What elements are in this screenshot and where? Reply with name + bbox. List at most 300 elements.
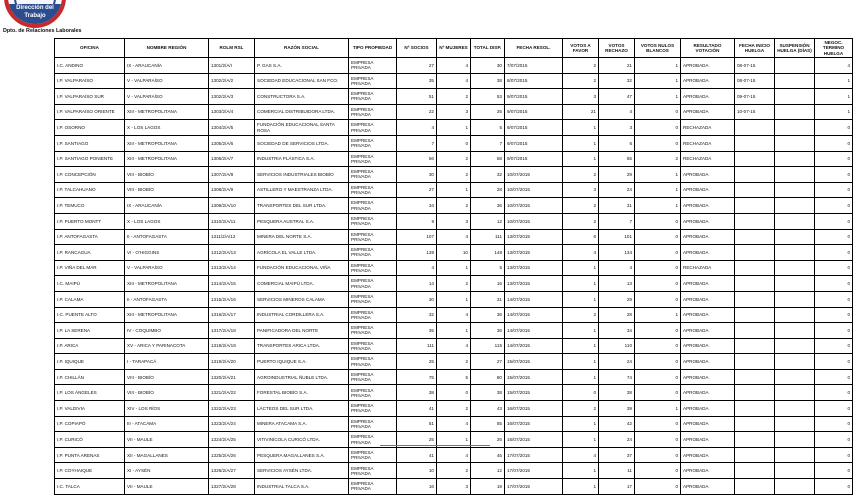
table-cell: 2 — [635, 151, 681, 167]
table-cell: 1310/2/A/11 — [209, 213, 255, 229]
table-cell: 74 — [599, 369, 635, 385]
table-row — [55, 463, 853, 479]
table-cell: 1309/2/A/10 — [209, 198, 255, 214]
table-cell: EMPRESA PRIVADA — [349, 245, 397, 261]
table-cell: 16/07/2015 — [505, 432, 563, 448]
table-cell: 15/07/2015 — [505, 369, 563, 385]
table-cell: 1318/2/A/19 — [209, 338, 255, 354]
table-cell: FORESTAL BIOBÍO S.A. — [255, 385, 349, 401]
table-cell: RECHAZADA — [681, 135, 735, 151]
table-cell: 10-07-15 — [735, 104, 775, 120]
table-cell: 0 — [815, 213, 853, 229]
table-cell: 9/07/2015 — [505, 89, 563, 105]
table-cell: APROBADA — [681, 229, 735, 245]
table-cell: II - ANTOFAGASTA — [125, 229, 209, 245]
table-cell: SOCIEDAD EDUCACIONAL SAN FCO. — [255, 73, 349, 89]
table-cell — [775, 479, 815, 495]
table-cell — [775, 89, 815, 105]
table-cell: IV - COQUIMBO — [125, 323, 209, 339]
table-cell — [775, 260, 815, 276]
table-cell: CONSTRUCTORA S.A. — [255, 89, 349, 105]
column-header: NEGOC. TERMINO HUELGA — [815, 39, 853, 58]
table-cell: 0 — [815, 167, 853, 183]
table-cell — [775, 291, 815, 307]
table-cell: 0 — [635, 245, 681, 261]
table-cell — [775, 432, 815, 448]
table-cell: IX - ARAUCANÍA — [125, 198, 209, 214]
table-cell: I.P. CHILLÁN — [55, 369, 125, 385]
table-cell: EMPRESA PRIVADA — [349, 260, 397, 276]
table-cell: 51 — [397, 416, 437, 432]
table-cell: 1307/2/A/8 — [209, 167, 255, 183]
table-cell: I.P. SANTIAGO — [55, 135, 125, 151]
table-cell: I.P. VIÑA DEL MAR — [55, 260, 125, 276]
table-cell: 1 — [563, 291, 599, 307]
table-cell: 4 — [563, 447, 599, 463]
column-header: OFICINA — [55, 39, 125, 58]
table-cell: 0 — [635, 135, 681, 151]
table-cell: I.C. ANDINO — [55, 58, 125, 74]
table-cell: 1 — [563, 338, 599, 354]
table-cell: 45 — [471, 447, 505, 463]
table-cell: 13/07/2015 — [505, 276, 563, 292]
table-cell: 34 — [599, 323, 635, 339]
table-cell — [775, 416, 815, 432]
table-cell: 14/07/2015 — [505, 291, 563, 307]
table-cell: 13/07/2015 — [505, 229, 563, 245]
table-cell: RECHAZADA — [681, 260, 735, 276]
table-cell: I.P. CALAMA — [55, 291, 125, 307]
table-cell: 0 — [635, 338, 681, 354]
table-cell: 1 — [437, 182, 471, 198]
table-cell: INDUSTRIA PLÁSTICA S.A. — [255, 151, 349, 167]
table-cell: I.P. SANTIAGO PONIENTE — [55, 151, 125, 167]
table-cell: 2 — [563, 213, 599, 229]
table-cell: 2 — [563, 401, 599, 417]
table-cell: 0 — [815, 416, 853, 432]
table-cell: 1 — [635, 58, 681, 74]
table-cell — [735, 260, 775, 276]
table-cell: 42 — [599, 416, 635, 432]
table-cell: EMPRESA PRIVADA — [349, 447, 397, 463]
table-row — [55, 198, 853, 214]
table-cell: I.P. TEMUCO — [55, 198, 125, 214]
table-cell: APROBADA — [681, 369, 735, 385]
table-cell: RECHAZADA — [681, 120, 735, 136]
table-cell: 39 — [599, 401, 635, 417]
table-cell: 0 — [635, 260, 681, 276]
table-cell: 0 — [635, 416, 681, 432]
table-cell: 0 — [437, 135, 471, 151]
table-cell: EMPRESA PRIVADA — [349, 463, 397, 479]
table-cell: 9/07/2015 — [505, 120, 563, 136]
table-row — [55, 229, 853, 245]
table-cell: 53 — [471, 89, 505, 105]
table-cell: EMPRESA PRIVADA — [349, 213, 397, 229]
table-cell: 1324/2/A/25 — [209, 432, 255, 448]
table-cell: 30 — [471, 58, 505, 74]
table-cell: 6 — [563, 229, 599, 245]
table-cell — [775, 198, 815, 214]
column-header: RAZÓN SOCIAL — [255, 39, 349, 58]
table-cell: 4 — [437, 338, 471, 354]
table-cell: APROBADA — [681, 245, 735, 261]
table-cell: 134 — [599, 245, 635, 261]
table-row — [55, 135, 853, 151]
table-cell: 28 — [599, 307, 635, 323]
table-cell: I.P. ANTOFAGASTA — [55, 229, 125, 245]
table-cell: 32 — [599, 73, 635, 89]
table-cell — [775, 401, 815, 417]
table-cell: 1313/2/A/14 — [209, 260, 255, 276]
table-cell: VIII - BIOBÍO — [125, 369, 209, 385]
table-cell: EMPRESA PRIVADA — [349, 354, 397, 370]
table-cell: 2 — [563, 198, 599, 214]
table-cell: VII - MAULE — [125, 432, 209, 448]
table-cell: 7 — [471, 135, 505, 151]
table-cell: 1 — [563, 354, 599, 370]
table-cell: I.P. TALCAHUANO — [55, 182, 125, 198]
table-cell: 1 — [563, 463, 599, 479]
table-cell: APROBADA — [681, 73, 735, 89]
table-cell: 17/07/2015 — [505, 447, 563, 463]
table-row — [55, 89, 853, 105]
table-cell: 36 — [471, 307, 505, 323]
table-cell: 1 — [635, 401, 681, 417]
table-cell: 4 — [437, 58, 471, 74]
table-cell: EMPRESA PRIVADA — [349, 104, 397, 120]
table-cell: 0 — [635, 354, 681, 370]
table-cell: 3 — [563, 89, 599, 105]
table-cell: 38 — [599, 385, 635, 401]
table-row — [55, 291, 853, 307]
table-cell: APROBADA — [681, 213, 735, 229]
table-cell: I.P. IQUIQUE — [55, 354, 125, 370]
table-cell: SERVICIOS INDUSTRIALES BIOBÍO — [255, 167, 349, 183]
table-cell — [735, 291, 775, 307]
table-cell: 34 — [397, 198, 437, 214]
table-cell: 1323/2/A/24 — [209, 416, 255, 432]
table-cell: 47 — [599, 89, 635, 105]
table-cell: 0 — [815, 182, 853, 198]
table-cell: APROBADA — [681, 307, 735, 323]
table-row — [55, 73, 853, 89]
table-cell: EMPRESA PRIVADA — [349, 291, 397, 307]
table-cell — [735, 135, 775, 151]
table-cell: 1 — [563, 135, 599, 151]
table-cell: EMPRESA PRIVADA — [349, 151, 397, 167]
table-header-row — [55, 39, 853, 58]
table-cell: SERVICIOS MINEROS CALAMA — [255, 291, 349, 307]
table-cell: 32 — [471, 167, 505, 183]
table-cell: 36 — [471, 323, 505, 339]
table-cell — [775, 369, 815, 385]
table-cell: APROBADA — [681, 276, 735, 292]
table-cell: 0 — [815, 432, 853, 448]
table-cell: 0 — [815, 229, 853, 245]
column-header: Nº MUJERES — [437, 39, 471, 58]
table-cell: APROBADA — [681, 416, 735, 432]
table-cell: 0 — [815, 479, 853, 495]
table-cell: 26 — [471, 432, 505, 448]
table-cell — [775, 58, 815, 74]
table-cell — [775, 463, 815, 479]
table-cell: I.P. LOS ÁNGELES — [55, 385, 125, 401]
table-cell — [735, 307, 775, 323]
table-cell — [775, 167, 815, 183]
table-cell: EMPRESA PRIVADA — [349, 135, 397, 151]
table-cell — [735, 323, 775, 339]
table-cell: 14/07/2015 — [505, 323, 563, 339]
table-cell: I - TARAPACÁ — [125, 354, 209, 370]
table-cell: 2 — [437, 354, 471, 370]
table-cell: 38 — [397, 385, 437, 401]
table-cell: 110 — [599, 338, 635, 354]
table-cell: 10/07/2015 — [505, 167, 563, 183]
table-cell: 1317/2/A/18 — [209, 323, 255, 339]
table-cell: 1311/2/A/12 — [209, 229, 255, 245]
table-cell: 0 — [815, 291, 853, 307]
table-cell: FUNDACIÓN EDUCACIONAL SANTA ROSA — [255, 120, 349, 136]
table-cell: 2 — [437, 463, 471, 479]
table-cell: 80 — [471, 369, 505, 385]
table-cell: 4 — [397, 260, 437, 276]
table-cell: 0 — [635, 479, 681, 495]
table-cell: EMPRESA PRIVADA — [349, 58, 397, 74]
table-cell: 10 — [397, 463, 437, 479]
table-cell: 4 — [397, 120, 437, 136]
table-cell: EMPRESA PRIVADA — [349, 198, 397, 214]
table-cell: LÁCTEOS DEL SUR LTDA. — [255, 401, 349, 417]
table-cell: 3 — [437, 213, 471, 229]
table-cell: 1325/2/A/26 — [209, 447, 255, 463]
table-cell: SERVICIOS AYSÉN LTDA. — [255, 463, 349, 479]
table-cell: 24 — [599, 432, 635, 448]
table-cell: APROBADA — [681, 385, 735, 401]
table-cell: I.P. CONCEPCIÓN — [55, 167, 125, 183]
table-cell — [775, 323, 815, 339]
table-cell: 4 — [563, 245, 599, 261]
table-cell: ASTILLERO Y MAESTRANZA LTDA. — [255, 182, 349, 198]
table-cell: 10/07/2015 — [505, 182, 563, 198]
table-cell — [775, 245, 815, 261]
table-cell: EMPRESA PRIVADA — [349, 338, 397, 354]
table-cell: 0 — [815, 447, 853, 463]
table-cell: 0 — [635, 447, 681, 463]
table-row — [55, 260, 853, 276]
table-cell: 11 — [599, 463, 635, 479]
table-cell — [775, 135, 815, 151]
table-cell: 0 — [815, 276, 853, 292]
table-cell: 16 — [471, 276, 505, 292]
table-cell: APROBADA — [681, 447, 735, 463]
table-cell — [735, 229, 775, 245]
table-cell: 16 — [397, 479, 437, 495]
table-cell: AGRÍCOLA EL VALLE LTDA. — [255, 245, 349, 261]
table-cell — [775, 354, 815, 370]
table-cell — [735, 369, 775, 385]
table-cell: XIV - LOS RÍOS — [125, 401, 209, 417]
table-cell: 1 — [815, 104, 853, 120]
table-cell: EMPRESA PRIVADA — [349, 73, 397, 89]
table-cell: EMPRESA PRIVADA — [349, 385, 397, 401]
table-row — [55, 416, 853, 432]
table-cell: VI - O'HIGGINS — [125, 245, 209, 261]
table-cell: 13/07/2015 — [505, 260, 563, 276]
table-cell: I.P. VALDIVIA — [55, 401, 125, 417]
table-cell: VIII - BIOBÍO — [125, 385, 209, 401]
table-cell — [775, 73, 815, 89]
column-header: ROLM RSL — [209, 39, 255, 58]
table-cell: MINERA DEL NORTE S.A. — [255, 229, 349, 245]
table-row — [55, 167, 853, 183]
table-cell: 21 — [599, 58, 635, 74]
table-cell: 1 — [437, 120, 471, 136]
table-cell: 30 — [397, 167, 437, 183]
table-cell: 14/07/2015 — [505, 338, 563, 354]
table-cell: I.C. PUENTE ALTO — [55, 307, 125, 323]
table-cell: 35 — [397, 323, 437, 339]
table-cell: 24 — [599, 182, 635, 198]
table-cell: 2 — [437, 151, 471, 167]
strikes-table-container — [54, 38, 852, 495]
table-cell: EMPRESA PRIVADA — [349, 307, 397, 323]
table-cell: 1321/2/A/22 — [209, 385, 255, 401]
table-cell: 9/07/2015 — [505, 151, 563, 167]
table-cell — [775, 213, 815, 229]
table-cell: VITIVINÍCOLA CURICÓ LTDA. — [255, 432, 349, 448]
table-cell: FUNDACIÓN EDUCACIONAL VIÑA — [255, 260, 349, 276]
table-cell: V - VALPARAÍSO — [125, 73, 209, 89]
table-cell: 19 — [471, 479, 505, 495]
table-cell: 14/07/2015 — [505, 307, 563, 323]
table-cell: 1 — [635, 198, 681, 214]
table-cell: IX - ARAUCANÍA — [125, 58, 209, 74]
table-cell: I.P. OSORNO — [55, 120, 125, 136]
table-cell: 29 — [599, 291, 635, 307]
table-cell: EMPRESA PRIVADA — [349, 416, 397, 432]
table-cell: 16/07/2015 — [505, 416, 563, 432]
table-cell: 2 — [563, 58, 599, 74]
table-cell — [775, 385, 815, 401]
table-row — [55, 276, 853, 292]
table-cell: II - ANTOFAGASTA — [125, 291, 209, 307]
table-cell: 1 — [437, 432, 471, 448]
table-cell: EMPRESA PRIVADA — [349, 120, 397, 136]
table-cell: 75 — [397, 369, 437, 385]
table-cell: 31 — [471, 291, 505, 307]
table-cell: 1 — [563, 276, 599, 292]
table-cell: P. GAS S.A. — [255, 58, 349, 74]
table-cell: 1 — [635, 307, 681, 323]
table-row — [55, 323, 853, 339]
table-cell: 0 — [815, 463, 853, 479]
table-cell: 2 — [437, 89, 471, 105]
table-cell: 0 — [635, 276, 681, 292]
table-cell: 43 — [471, 401, 505, 417]
table-cell: 31 — [599, 198, 635, 214]
table-cell: 2 — [437, 167, 471, 183]
table-cell: I.P. LA SERENA — [55, 323, 125, 339]
table-cell: 0 — [635, 213, 681, 229]
table-cell: 1 — [635, 89, 681, 105]
table-cell: 4 — [437, 229, 471, 245]
table-cell: 1314/2/A/15 — [209, 276, 255, 292]
table-cell: 55 — [599, 151, 635, 167]
table-cell: 29 — [599, 167, 635, 183]
table-cell: 4 — [815, 58, 853, 74]
table-cell — [735, 182, 775, 198]
table-cell: 5 — [471, 120, 505, 136]
table-cell: APROBADA — [681, 182, 735, 198]
table-cell — [735, 385, 775, 401]
table-cell: 51 — [397, 89, 437, 105]
table-cell: 24 — [599, 354, 635, 370]
table-cell: V - VALPARAÍSO — [125, 89, 209, 105]
column-header: RESULTADO VOTACIÓN — [681, 39, 735, 58]
table-cell: EMPRESA PRIVADA — [349, 432, 397, 448]
table-cell: 4 — [437, 447, 471, 463]
table-cell: 4 — [599, 260, 635, 276]
table-cell: 21 — [563, 104, 599, 120]
table-cell: AGROINDUSTRIAL ÑUBLE LTDA. — [255, 369, 349, 385]
table-cell: III - ATACAMA — [125, 416, 209, 432]
table-cell: 4 — [437, 307, 471, 323]
table-row — [55, 182, 853, 198]
table-cell: 7 — [397, 135, 437, 151]
table-cell — [735, 354, 775, 370]
column-header: VOTOS A FAVOR — [563, 39, 599, 58]
table-cell — [735, 463, 775, 479]
table-cell: 0 — [815, 198, 853, 214]
table-cell: 1302/2/A/2 — [209, 73, 255, 89]
table-cell: 27 — [471, 354, 505, 370]
table-cell: 107 — [397, 229, 437, 245]
table-cell — [775, 229, 815, 245]
table-cell: MINERA ATACAMA S.A. — [255, 416, 349, 432]
column-header: Nº SOCIOS — [397, 39, 437, 58]
table-row — [55, 58, 853, 74]
table-cell — [735, 245, 775, 261]
table-cell: 0 — [635, 291, 681, 307]
table-cell: INDUSTRIAL CORDILLERA S.A. — [255, 307, 349, 323]
department-label: Dpto. de Relaciones Laborales — [3, 28, 82, 34]
table-cell: VIII - BIOBÍO — [125, 167, 209, 183]
table-cell: 138 — [397, 245, 437, 261]
table-cell: 41 — [397, 447, 437, 463]
table-cell: XV - ARICA Y PARINACOTA — [125, 338, 209, 354]
table-cell: 0 — [635, 229, 681, 245]
table-cell: 9/07/2015 — [505, 135, 563, 151]
table-cell: 30 — [397, 291, 437, 307]
table-cell: 0 — [635, 385, 681, 401]
table-cell: 27 — [397, 58, 437, 74]
table-cell: APROBADA — [681, 167, 735, 183]
table-cell: 09-07-15 — [735, 89, 775, 105]
table-cell: 115 — [471, 338, 505, 354]
column-header: FECHA INICIO HUELGA — [735, 39, 775, 58]
page-footer-line — [380, 445, 490, 449]
table-cell: PUERTO IQUIQUE S.A. — [255, 354, 349, 370]
table-cell: 1 — [437, 323, 471, 339]
table-cell: 0 — [635, 120, 681, 136]
table-cell: 16/07/2015 — [505, 401, 563, 417]
table-cell: 4 — [437, 73, 471, 89]
table-cell: 2 — [437, 276, 471, 292]
table-cell: 1 — [563, 323, 599, 339]
table-row — [55, 245, 853, 261]
table-cell: 1 — [563, 416, 599, 432]
